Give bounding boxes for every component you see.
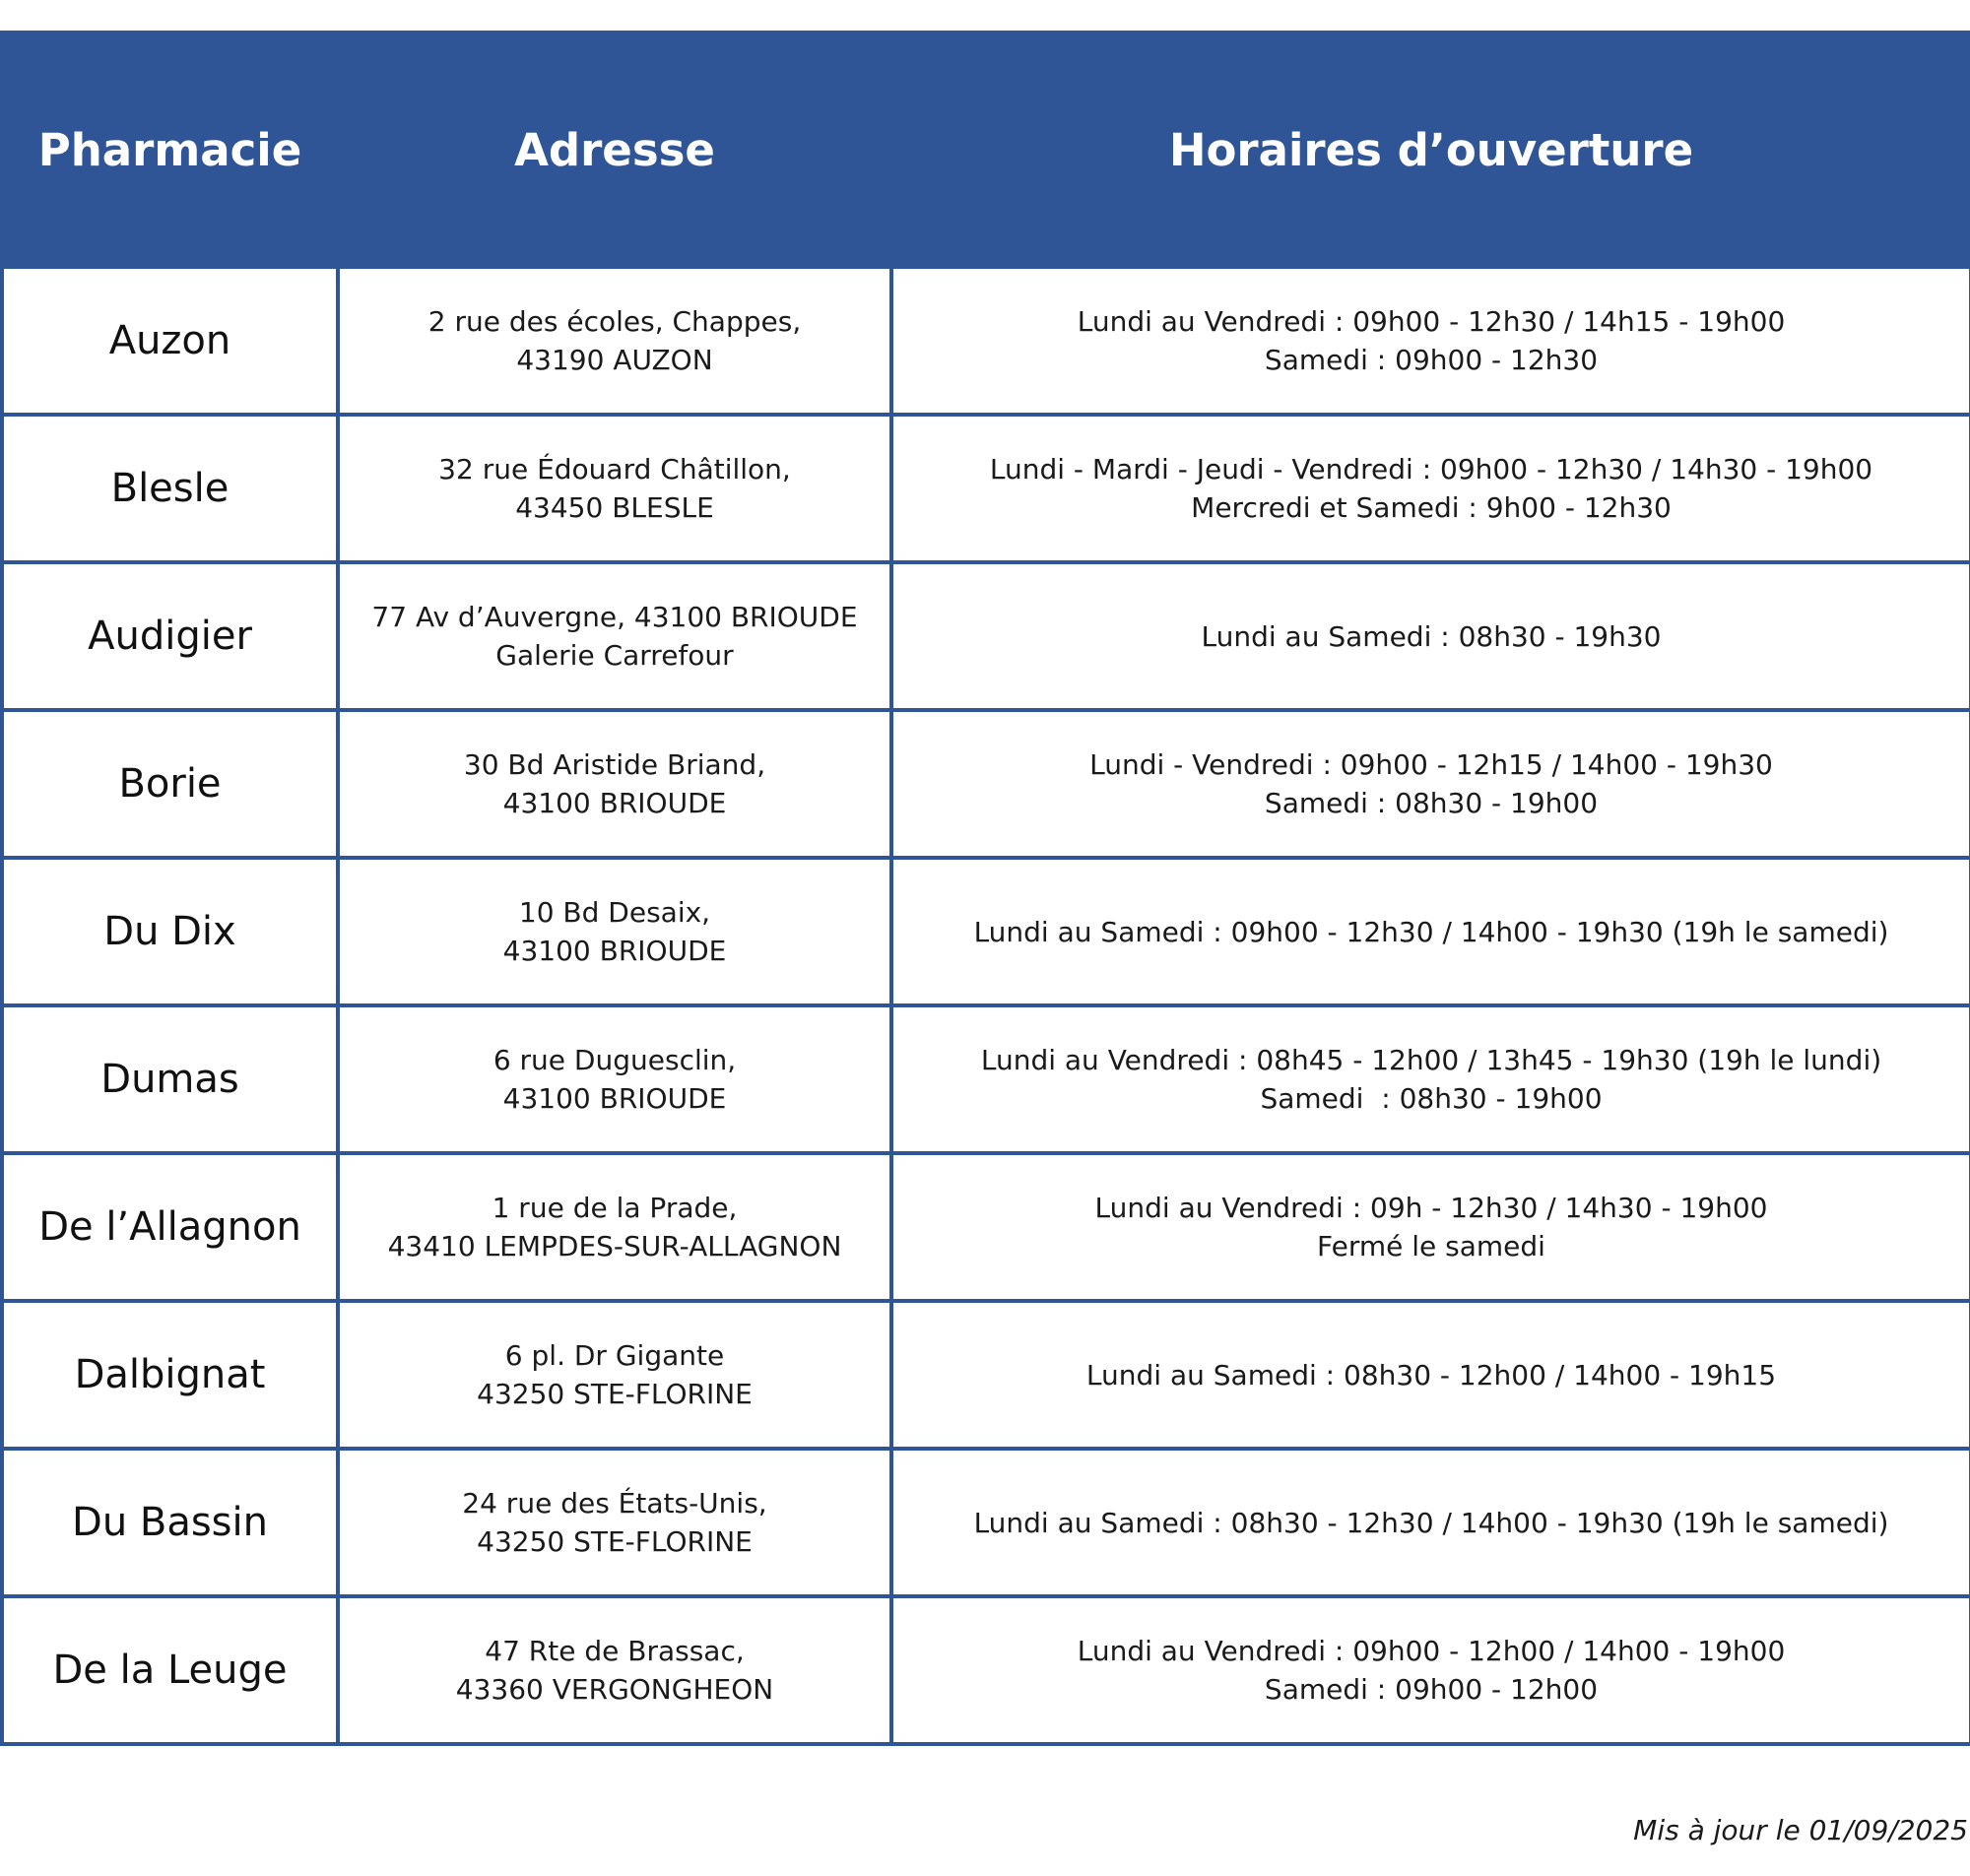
opening-hours	[891, 1153, 1970, 1301]
pharmacy-name: Audigier	[2, 562, 338, 710]
address-line: 43410 LEMPDES-SUR-ALLAGNON	[387, 1230, 842, 1262]
table-row	[2, 858, 1970, 1005]
hours-line: Lundi au Vendredi : 09h00 - 12h00 / 14h00 - 19h00	[1077, 1635, 1786, 1667]
pharmacy-name: Borie	[2, 710, 338, 858]
hours-line: Lundi au Vendredi : 09h00 - 12h30 / 14h15 - 19h00	[1077, 305, 1786, 338]
opening-hours	[891, 1449, 1970, 1596]
address-line: 32 rue Édouard Châtillon,	[438, 453, 791, 485]
last-updated-note: Mis à jour le 01/09/2025	[1633, 1814, 1968, 1846]
pharmacy-schedule	[0, 31, 1970, 1746]
pharmacy-name: Auzon	[2, 267, 338, 415]
table-row	[2, 415, 1970, 562]
table-row	[2, 1301, 1970, 1449]
pharmacy-name: Blesle	[2, 415, 338, 562]
opening-hours	[891, 858, 1970, 1005]
opening-hours	[891, 1301, 1970, 1449]
table-row	[2, 710, 1970, 858]
address-line: 43100 BRIOUDE	[502, 787, 727, 819]
address-line: 30 Bd Aristide Briand,	[463, 748, 766, 781]
address-line: 43100 BRIOUDE	[502, 935, 727, 967]
hours-line: Lundi au Samedi : 09h00 - 12h30 / 14h00 - 19h30 (19h le samedi)	[973, 915, 1889, 948]
pharmacy-address	[338, 1449, 891, 1596]
hours-line: Lundi au Samedi : 08h30 - 12h00 / 14h00 - 19h15	[1085, 1358, 1777, 1391]
hours-line: Fermé le samedi	[1317, 1230, 1545, 1262]
pharmacy-name: De l’Allagnon	[2, 1153, 338, 1301]
address-line: Galerie Carrefour	[495, 639, 734, 672]
address-line: 43250 STE-FLORINE	[477, 1525, 753, 1558]
address-line: 43250 STE-FLORINE	[477, 1378, 753, 1410]
address-line: 6 rue Duguesclin,	[492, 1044, 737, 1076]
address-line: 47 Rte de Brassac,	[485, 1635, 745, 1667]
pharmacy-name: Du Dix	[2, 858, 338, 1005]
pharmacy-name: De la Leuge	[2, 1596, 338, 1744]
opening-hours	[891, 415, 1970, 562]
address-line: 1 rue de la Prade,	[492, 1192, 738, 1224]
pharmacy-address	[338, 1596, 891, 1744]
table-row	[2, 1596, 1970, 1744]
table-row	[2, 1153, 1970, 1301]
hours-line: Lundi au Samedi : 08h30 - 12h30 / 14h00 - 19h30 (19h le samedi)	[973, 1506, 1889, 1539]
pharmacy-address	[338, 858, 891, 1005]
address-line: 10 Bd Desaix,	[518, 896, 711, 929]
header-row	[2, 32, 1970, 267]
pharmacy-address	[338, 1005, 891, 1153]
pharmacy-name: Du Bassin	[2, 1449, 338, 1596]
address-line: 43190 AUZON	[516, 344, 713, 376]
address-line: 24 rue des États-Unis,	[462, 1487, 767, 1520]
header-horaires: Horaires d’ouverture	[891, 32, 1970, 267]
hours-line: Samedi : 08h30 - 19h00	[1264, 787, 1599, 819]
opening-hours	[891, 1596, 1970, 1744]
pharmacy-address	[338, 415, 891, 562]
hours-line: Samedi : 08h30 - 19h00	[1260, 1082, 1603, 1115]
address-line: 43450 BLESLE	[515, 491, 714, 524]
header-adresse: Adresse	[338, 32, 891, 267]
address-line: 77 Av d’Auvergne, 43100 BRIOUDE	[371, 601, 858, 633]
hours-line: Lundi - Mardi - Jeudi - Vendredi : 09h00 - 12h30 / 14h30 - 19h00	[989, 453, 1873, 485]
pharmacy-name: Dumas	[2, 1005, 338, 1153]
hours-line: Samedi : 09h00 - 12h00	[1264, 1673, 1599, 1706]
hours-line: Mercredi et Samedi : 9h00 - 12h30	[1191, 491, 1672, 524]
pharmacy-address	[338, 1301, 891, 1449]
pharmacy-table	[0, 31, 1970, 1746]
address-line: 43100 BRIOUDE	[502, 1082, 727, 1115]
pharmacy-address	[338, 710, 891, 858]
hours-line: Samedi : 09h00 - 12h30	[1264, 344, 1599, 376]
table-row	[2, 562, 1970, 710]
header-pharmacie: Pharmacie	[2, 32, 338, 267]
hours-line: Lundi au Vendredi : 09h - 12h30 / 14h30 - 19h00	[1094, 1192, 1768, 1224]
opening-hours	[891, 710, 1970, 858]
address-line: 6 pl. Dr Gigante	[504, 1339, 725, 1372]
address-line: 43360 VERGONGHEON	[455, 1673, 774, 1706]
hours-line: Lundi - Vendredi : 09h00 - 12h15 / 14h00 - 19h30	[1089, 748, 1773, 781]
hours-line: Lundi au Vendredi : 08h45 - 12h00 / 13h45 - 19h30 (19h le lundi)	[980, 1044, 1882, 1076]
pharmacy-address	[338, 562, 891, 710]
opening-hours	[891, 562, 1970, 710]
table-row	[2, 1449, 1970, 1596]
pharmacy-address	[338, 1153, 891, 1301]
table-row	[2, 1005, 1970, 1153]
hours-line: Lundi au Samedi : 08h30 - 19h30	[1201, 619, 1662, 653]
table-body	[2, 267, 1970, 1744]
opening-hours	[891, 1005, 1970, 1153]
pharmacy-name: Dalbignat	[2, 1301, 338, 1449]
table-header	[2, 32, 1970, 267]
address-line: 2 rue des écoles, Chappes,	[427, 305, 802, 338]
opening-hours	[891, 267, 1970, 415]
pharmacy-address	[338, 267, 891, 415]
table-row	[2, 267, 1970, 415]
